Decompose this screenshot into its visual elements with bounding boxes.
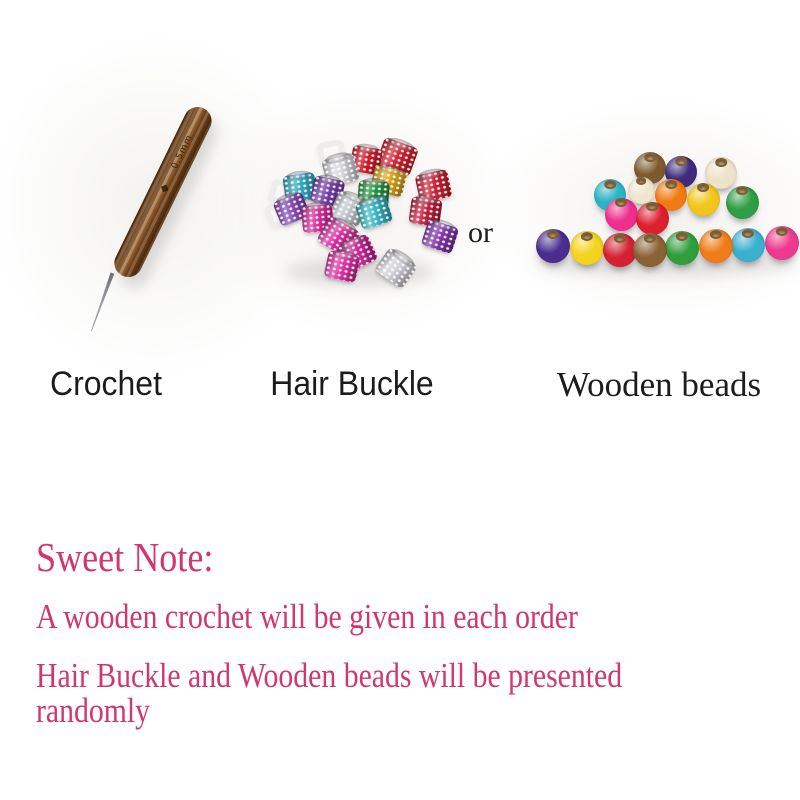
bead-hole	[742, 229, 754, 238]
wooden-bead	[765, 226, 799, 260]
sweet-note-title: Sweet Note:	[36, 534, 214, 580]
bead-hole	[710, 230, 722, 239]
wooden-bead	[636, 202, 669, 235]
bead-hole	[636, 177, 646, 184]
caption-wooden-beads: Wooden beads	[556, 364, 762, 404]
bead-hole	[715, 158, 727, 167]
crochet-size-marking: 0.5mm	[169, 133, 196, 171]
wooden-bead	[687, 183, 720, 216]
bead-hole	[615, 198, 627, 207]
wooden-bead	[699, 229, 733, 263]
wooden-bead	[633, 233, 667, 267]
wooden-bead	[570, 231, 604, 265]
wooden-bead	[603, 233, 637, 267]
bead-hole	[697, 183, 709, 192]
bead-hole	[614, 234, 626, 243]
bead-hole	[547, 230, 559, 239]
wooden-bead	[665, 231, 699, 265]
bead-hole	[604, 180, 616, 189]
wooden-bead	[628, 177, 655, 204]
wooden-bead	[605, 198, 638, 231]
bead-hole	[644, 234, 656, 243]
caption-hair-buckle: Hair Buckle	[270, 365, 434, 403]
bead-hole	[675, 157, 687, 166]
or-text: or	[468, 216, 493, 249]
wooden-bead	[726, 186, 759, 219]
bead-hole	[581, 232, 593, 241]
bead-hole	[676, 232, 688, 241]
bead-hole	[665, 180, 677, 189]
bead-hole	[736, 186, 748, 195]
bead-hole	[646, 202, 658, 211]
bead-hole	[776, 227, 788, 236]
caption-crochet: Crochet	[50, 365, 162, 403]
sweet-note-line-1: A wooden crochet will be given in each order	[36, 597, 578, 636]
wooden-bead	[731, 228, 765, 262]
sweet-note-line-2: Hair Buckle and Wooden beads will be presented randomly	[36, 656, 623, 730]
bead-hole	[644, 153, 656, 162]
hair-buckle-bead	[324, 249, 361, 282]
wooden-bead	[536, 229, 570, 263]
